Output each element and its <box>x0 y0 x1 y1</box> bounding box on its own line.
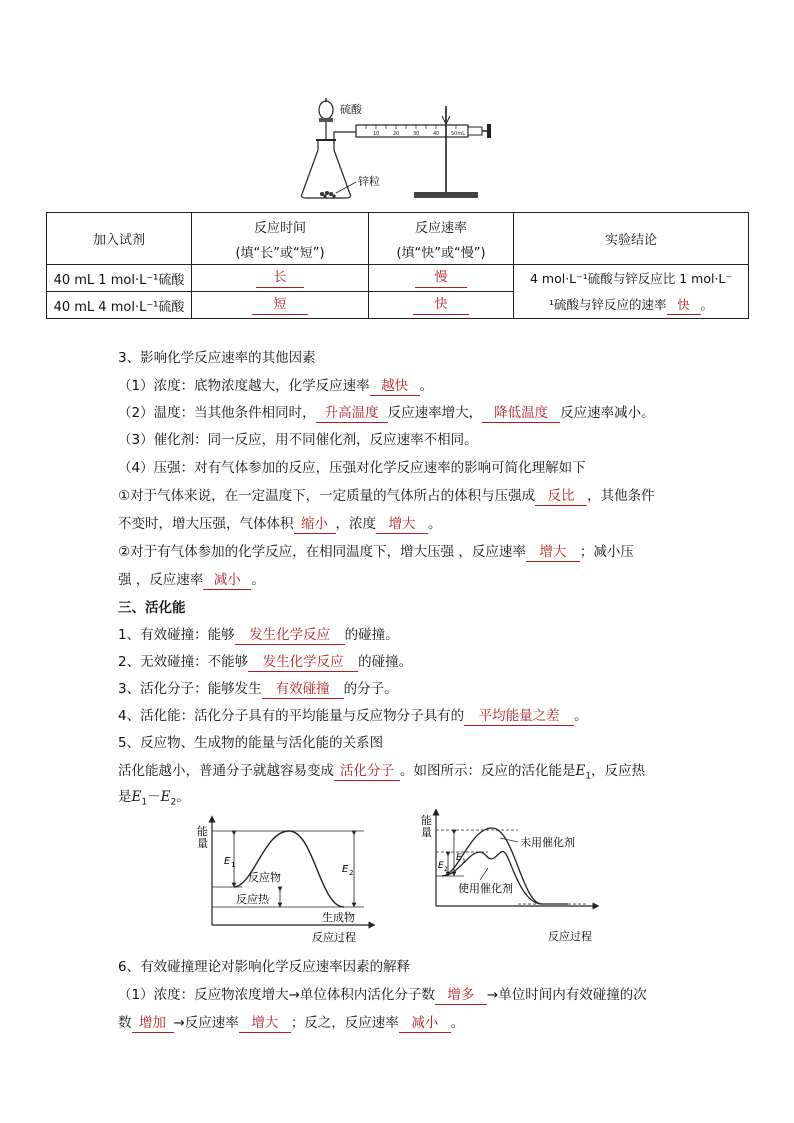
text: 反应速率减小。 <box>560 405 655 421</box>
heat-label: 反应热 <box>236 893 269 906</box>
uncatalyzed-pointer <box>500 838 518 842</box>
syringe-tick-30: 30 <box>413 131 420 137</box>
table-row <box>47 265 749 292</box>
text: 3、活化分子：能够发生 <box>118 681 262 697</box>
header-rate-hint: (填“快”或“慢”) <box>396 245 486 261</box>
answer-time-2: 短 <box>252 296 308 315</box>
answer-blank: 减小 <box>203 571 251 590</box>
funnel-bulb <box>319 101 333 119</box>
e2-sub: 2 <box>444 866 448 873</box>
text: （2）温度：当其他条件相同时， <box>118 405 316 421</box>
subscript: 1 <box>585 771 592 782</box>
subscript: 1 <box>141 797 148 808</box>
answer-blank: 降低温度 <box>482 404 560 423</box>
conclusion-line-2 <box>514 292 748 318</box>
experiment-table <box>46 212 749 319</box>
answer-blank: 缩小 <box>294 515 336 534</box>
text: （1）浓度：底物浓度越大，化学反应速率 <box>118 378 370 394</box>
syringe-tick-50: 50mL <box>451 131 466 137</box>
product-label: 生成物 <box>322 911 355 924</box>
text: 。 <box>176 789 190 805</box>
answer-blank: 减小 <box>399 1014 451 1033</box>
text: 的碰撞。 <box>344 627 399 643</box>
act-explanation-2 <box>118 785 190 808</box>
text: 。 <box>419 378 434 394</box>
s3-temperature <box>118 401 655 423</box>
answer-blank: 发生化学反应 <box>248 653 358 672</box>
answer-blank: 反比 <box>535 487 587 506</box>
header-conclusion: 实验结论 <box>514 213 749 265</box>
answer-blank: 增大 <box>526 543 580 562</box>
text: 数 <box>118 1015 132 1031</box>
symbol-e: E <box>131 789 142 805</box>
minus-sign: － <box>147 789 161 805</box>
act-ineffective-collision <box>118 650 412 672</box>
answer-blank: 增多 <box>435 986 487 1005</box>
section-activation-title: 三、活化能 <box>118 600 186 616</box>
text: ，浓度 <box>335 516 376 532</box>
answer-blank: 增加 <box>132 1014 174 1033</box>
y-axis-label-1: 能 <box>421 814 432 827</box>
header-time <box>192 213 369 265</box>
answer-blank: 升高温度 <box>316 404 388 423</box>
cell-time-1 <box>192 265 369 292</box>
cell-time-2 <box>192 292 369 319</box>
answer-rate-2: 快 <box>413 296 469 315</box>
text: →反应速率 <box>173 1015 239 1031</box>
act-activated-molecule <box>118 677 398 699</box>
text: ②对于有气体参加的化学反应，在相同温度下，增大压强 ，反应速率 <box>118 544 526 560</box>
symbol-e: E <box>160 789 171 805</box>
label-acid: 硫酸 <box>340 103 362 116</box>
header-rate <box>369 213 514 265</box>
energy-diagram-left <box>194 815 378 945</box>
answer-blank: 增大 <box>239 1014 291 1033</box>
section-6-title: 6、有效碰撞理论对影响化学反应速率因素的解释 <box>118 959 411 975</box>
conclusion-period: 。 <box>700 296 714 312</box>
text: ，其他条件 <box>587 488 655 504</box>
s3-catalyst: （3）催化剂：同一反应，用不同催化剂，反应速率不相同。 <box>118 432 478 448</box>
cell-conclusion <box>514 265 749 319</box>
text: 。 <box>428 516 442 532</box>
y-axis-label-1: 能 <box>197 825 208 838</box>
e2-label: E <box>342 864 349 875</box>
conclusion-line-1: 4 mol·L⁻¹硫酸与锌反应比 1 mol·L⁻ <box>529 270 732 286</box>
label-zinc: 锌粒 <box>358 175 380 188</box>
answer-blank: 越快 <box>370 377 420 396</box>
s3-pressure-3 <box>118 540 634 562</box>
header-time-hint: (填“长”或“短”) <box>235 245 325 261</box>
text: 反应速率增大， <box>387 405 483 421</box>
answer-blank: 平均能量之差 <box>464 707 574 726</box>
cell-rate-1 <box>369 265 514 292</box>
cell-rate-2 <box>369 292 514 319</box>
act-energy-diagram-title: 5、反应物、生成物的能量与活化能的关系图 <box>118 735 384 751</box>
uncatalyzed-label: 未用催化剂 <box>520 836 575 849</box>
energy-diagram-right <box>418 808 602 946</box>
text: 强 ，反应速率 <box>118 572 204 588</box>
text: ；反之，反应速率 <box>290 1015 399 1031</box>
s3-pressure: （4）压强：对有气体参加的反应，压强对化学反应速率的影响可简化理解如下 <box>118 460 586 476</box>
s3-pressure-1 <box>118 484 655 506</box>
y-axis-label-2: 量 <box>197 837 208 850</box>
reactant-label: 反应物 <box>248 871 281 884</box>
cell-reagent-1: 40 mL 1 mol·L⁻¹硫酸 <box>47 265 192 292</box>
answer-time-1: 长 <box>256 269 304 288</box>
text: ①对于气体来说，在一定温度下，一定质量的气体所占的体积与压强成 <box>118 488 536 504</box>
y-axis-label-2: 量 <box>421 826 432 839</box>
text: 。如图所示：反应的活化能是 <box>400 763 576 779</box>
header-rate-title: 反应速率 <box>414 220 467 236</box>
table-header-row <box>47 213 749 265</box>
conclusion-text: ¹硫酸与锌反应的速率 <box>548 296 667 312</box>
answer-conclusion: 快 <box>667 296 701 315</box>
e1-label: E <box>224 856 231 867</box>
x-axis-label: 反应过程 <box>312 931 356 944</box>
e2-label: E <box>438 861 444 871</box>
stand-base <box>414 192 478 198</box>
text: 2、无效碰撞：不能够 <box>118 654 249 670</box>
e1-sub: 1 <box>231 861 236 869</box>
text: ；减小压 <box>579 544 634 560</box>
text: →单位时间内有效碰撞的次 <box>486 987 647 1003</box>
subscript: 2 <box>170 797 177 808</box>
s6-concentration-2 <box>118 1011 464 1033</box>
header-reagent: 加入试剂 <box>47 213 192 265</box>
s3-pressure-4 <box>118 568 265 590</box>
text: 。 <box>251 572 265 588</box>
answer-blank: 有效碰撞 <box>262 680 344 699</box>
text: （1）浓度：反应物浓度增大→单位体积内活化分子数 <box>118 987 435 1003</box>
syringe-tick-40: 40 <box>433 131 440 137</box>
act-activation-energy <box>118 704 588 726</box>
e2-sub: 2 <box>349 869 354 877</box>
text: 的分子。 <box>343 681 398 697</box>
e1-label: E <box>456 853 462 863</box>
text: 活化能越小，普通分子就越容易变成 <box>118 763 334 779</box>
s6-concentration-1 <box>118 983 647 1005</box>
text: 不变时，增大压强，气体体积 <box>118 516 294 532</box>
section-3-title: 3、影响化学反应速率的其他因素 <box>118 350 316 366</box>
act-effective-collision <box>118 623 399 645</box>
answer-blank: 活化分子 <box>334 762 400 781</box>
text: 4、活化能：活化分子具有的平均能量与反应物分子具有的 <box>118 708 465 724</box>
answer-blank: 增大 <box>376 515 428 534</box>
text: 。 <box>574 708 588 724</box>
act-explanation-1 <box>118 759 645 782</box>
s3-pressure-2 <box>118 512 442 534</box>
text: 。 <box>450 1015 465 1031</box>
catalyzed-label: 使用催化剂 <box>458 882 513 895</box>
text: ，反应热 <box>591 763 646 779</box>
text: 的碰撞。 <box>358 654 413 670</box>
e1-sub: 1 <box>462 858 466 865</box>
syringe-tick-20: 20 <box>393 131 400 137</box>
catalyzed-pointer <box>480 868 488 880</box>
header-time-title: 反应时间 <box>253 220 306 236</box>
x-axis-label: 反应过程 <box>548 930 592 943</box>
symbol-e: E <box>575 763 586 779</box>
s3-concentration <box>118 374 433 396</box>
apparatus-diagram <box>296 94 496 206</box>
syringe-tick-10: 10 <box>373 131 380 137</box>
cell-reagent-2: 40 mL 4 mol·L⁻¹硫酸 <box>47 292 192 319</box>
answer-rate-1: 慢 <box>415 269 467 288</box>
text: 是 <box>118 789 132 805</box>
answer-blank: 发生化学反应 <box>235 626 345 645</box>
text: 1、有效碰撞：能够 <box>118 627 235 643</box>
